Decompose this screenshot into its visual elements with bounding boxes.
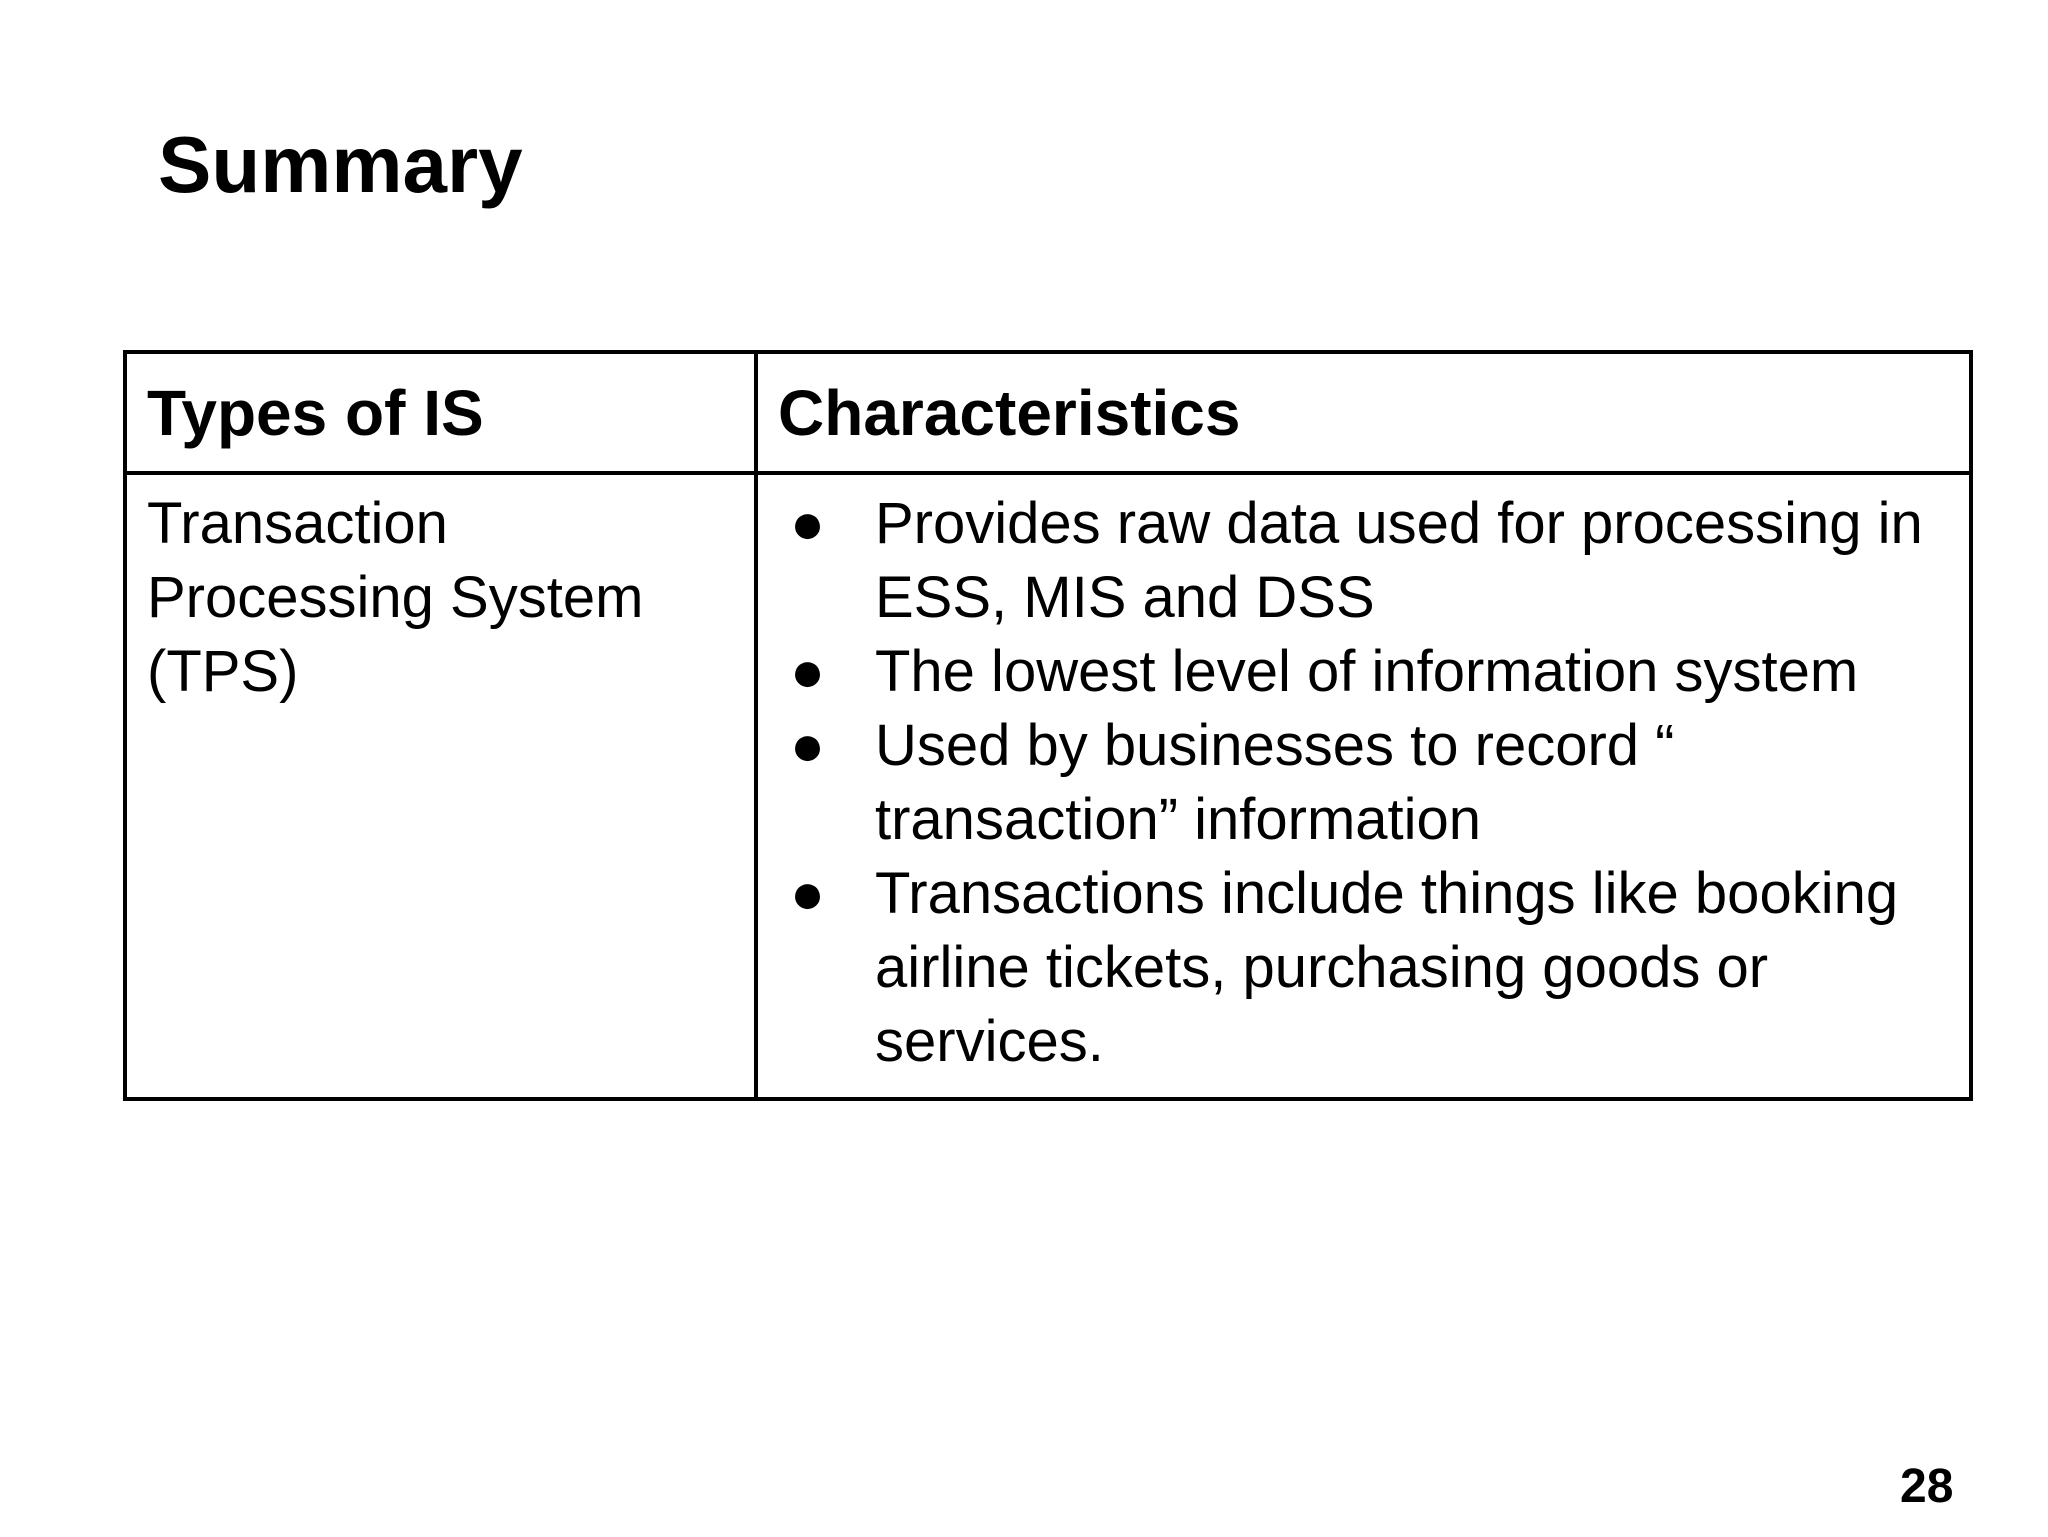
page-number: 28 [1900,1460,1954,1513]
bullet-icon: ● [790,491,826,556]
table-row [125,473,1971,1099]
characteristic-text: Transactions include things like booking airline tickets, purchasing goods or services. [875,861,1899,1074]
bullet-icon: ● [790,861,826,926]
characteristics-list [778,487,1949,1079]
summary-table [123,350,1973,1101]
characteristic-text: The lowest level of information system [875,639,1859,704]
list-item [778,635,1949,709]
bullet-icon: ● [790,713,826,778]
bullet-icon: ● [790,639,826,704]
characteristic-text: Provides raw data used for processing in ESS, MIS and DSS [875,491,1923,630]
header-characteristics: Characteristics [756,352,1971,473]
slide-title: Summary [158,120,523,209]
characteristic-text: Used by businesses to record “ transaction” information [875,713,1675,852]
list-item [778,709,1949,857]
characteristics-cell [756,473,1971,1099]
header-types-of-is: Types of IS [125,352,756,473]
list-item [778,487,1949,635]
list-item [778,857,1949,1079]
is-type-cell: Transaction Processing System (TPS) [125,473,756,1099]
table-header-row [125,352,1971,473]
